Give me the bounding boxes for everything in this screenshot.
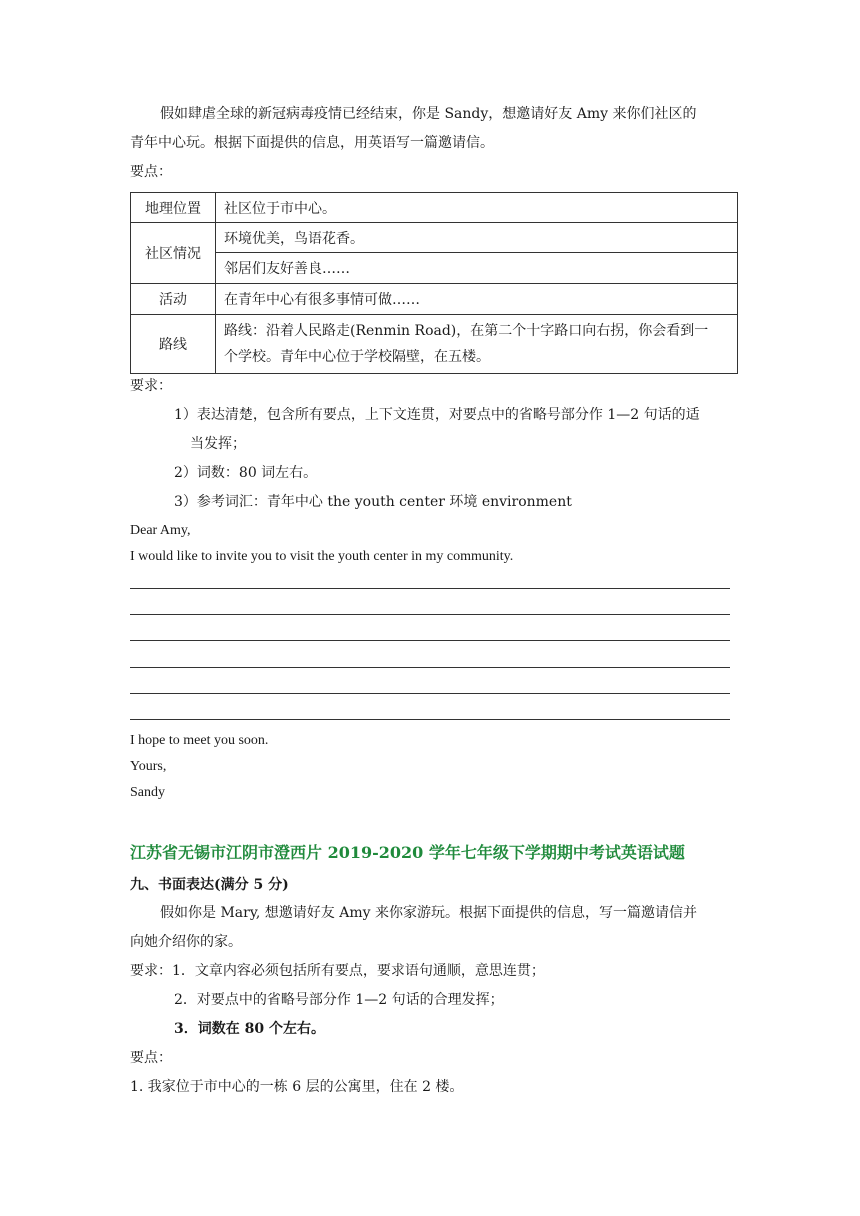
task2-point1: 1. 我家位于市中心的一栋 6 层的公寓里，住在 2 楼。 [130,1079,464,1095]
table-row [131,315,738,374]
letter-name: Sandy [130,785,165,800]
table-content-activities: 在青年中心有很多事情可做…… [216,284,738,315]
exam-title: 江苏省无锡市江阴市澄西片 2019-2020 学年七年级下学期期中考试英语试题 [130,843,685,862]
task2-intro-line2: 向她介绍你的家。 [130,934,242,950]
task1-intro-line1: 假如肆虐全球的新冠病毒疫情已经结束，你是 Sandy，想邀请好友 Amy 来你们社区的 [160,106,697,122]
writing-line [130,667,730,668]
task1-req1-line1: 1）表达清楚，包含所有要点，上下文连贯，对要点中的省略号部分作 1—2 句话的适 [174,407,700,423]
table-row [131,253,738,284]
task2-req-line2: 2．对要点中的省略号部分作 1—2 句话的合理发挥； [174,992,504,1008]
section-heading: 九、书面表达(满分 5 分) [130,877,289,893]
route-line1: 路线：沿着人民路走(Renmin Road)，在第二个十字路口向右拐，你会看到一 [224,323,709,339]
letter-signoff: Yours, [130,759,167,774]
table-content-neighbors: 邻居们友好善良…… [216,253,738,284]
table-content-environment: 环境优美，鸟语花香。 [216,223,738,253]
task2-points-heading: 要点： [130,1050,172,1066]
table-label-activities: 活动 [131,284,216,315]
task1-req1-line2: 当发挥； [190,436,246,452]
letter-opening: I would like to invite you to visit the youth center in my community. [130,549,514,564]
task2-intro-line1: 假如你是 Mary, 想邀请好友 Amy 来你家游玩。根据下面提供的信息，写一篇邀请信并 [160,905,697,921]
writing-line [130,614,730,615]
task1-req3: 3）参考词汇：青年中心 the youth center 环境 environment [174,494,572,510]
writing-line [130,588,730,589]
table-label-community: 社区情况 [131,223,216,284]
letter-closing: I hope to meet you soon. [130,733,269,748]
task1-points-heading: 要点： [130,164,172,180]
table-row [131,223,738,253]
letter-greeting: Dear Amy, [130,523,191,538]
writing-line [130,719,730,720]
task1-intro-line2: 青年中心玩。根据下面提供的信息，用英语写一篇邀请信。 [130,135,494,151]
task1-req2: 2）词数：80 词左右。 [174,465,318,481]
writing-line [130,693,730,694]
writing-line [130,640,730,641]
table-content-location: 社区位于市中心。 [216,193,738,223]
table-row [131,193,738,223]
task2-req-line3: 3．词数在 80 个左右。 [174,1021,325,1037]
table-label-route: 路线 [131,315,216,374]
table-label-location: 地理位置 [131,193,216,223]
task1-requirements-heading: 要求： [130,378,172,394]
points-table [130,192,738,374]
task2-req-line1: 要求：1．文章内容必须包括所有要点，要求语句通顺，意思连贯； [130,963,545,979]
table-content-route [216,315,738,374]
route-line2: 个学校。青年中心位于学校隔壁，在五楼。 [224,349,490,365]
table-row [131,284,738,315]
